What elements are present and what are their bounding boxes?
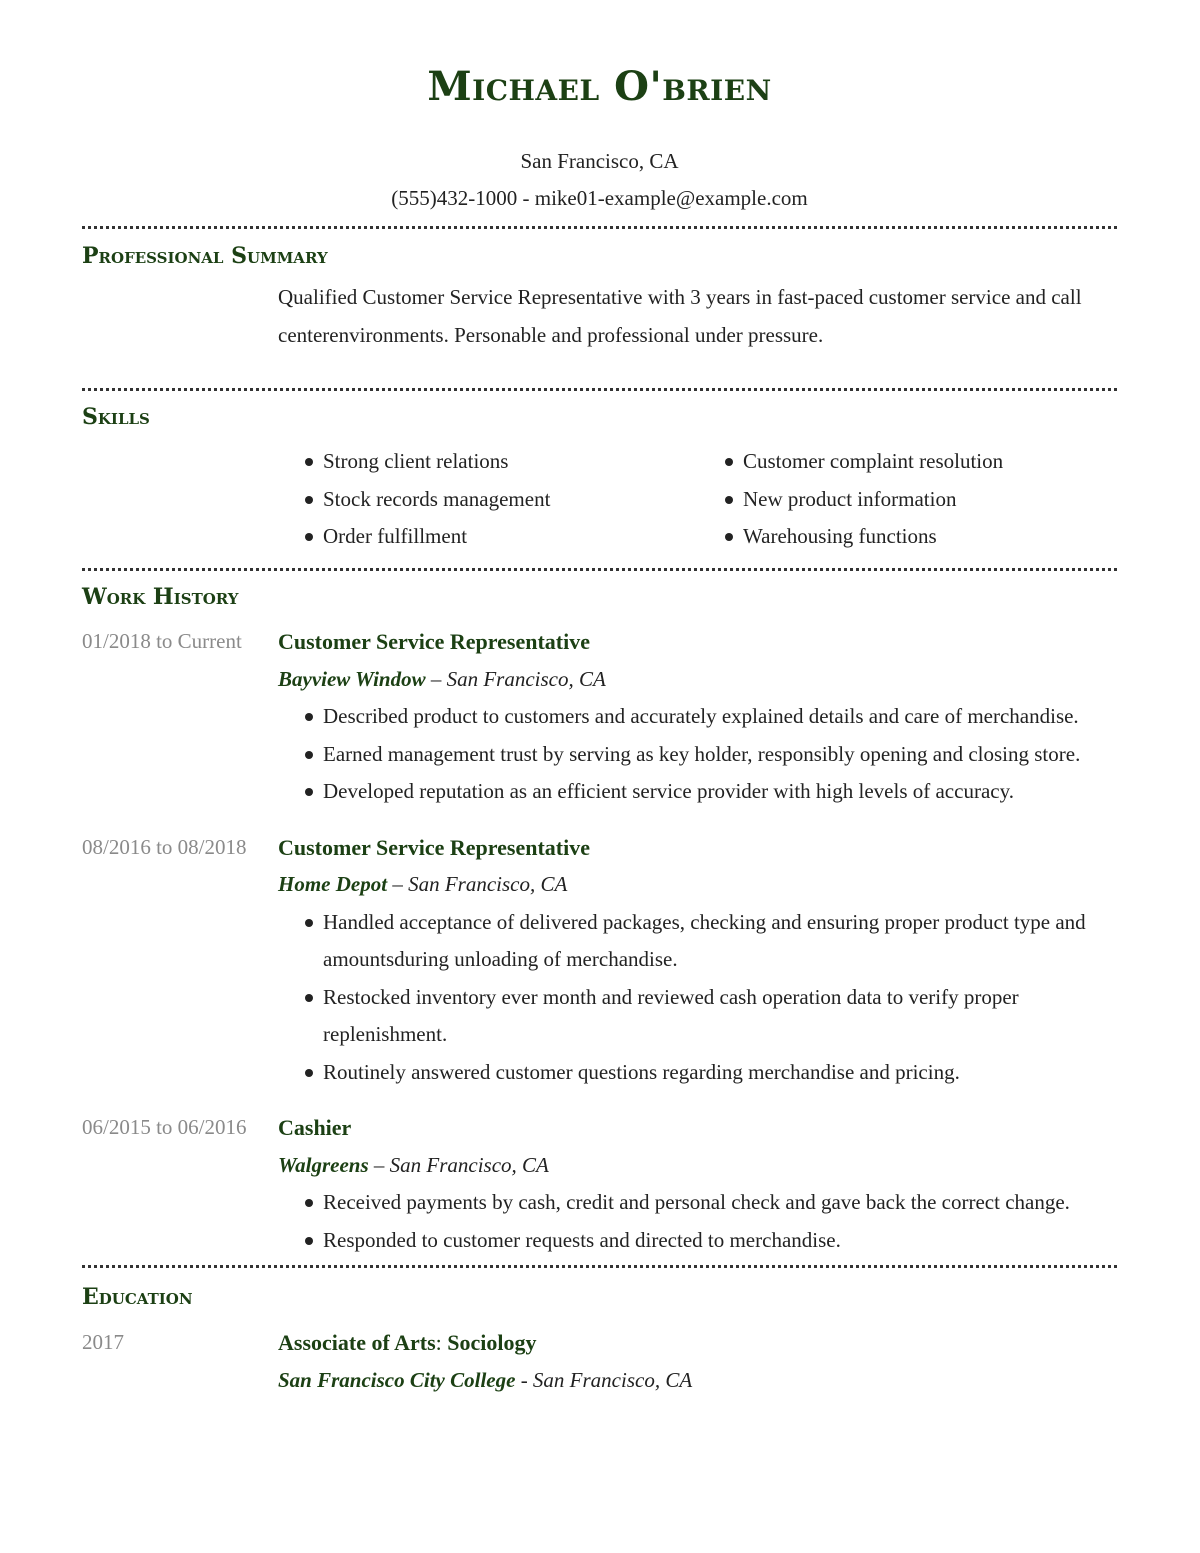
employer-line	[278, 866, 1117, 904]
section-title-summary: Professional Summary	[82, 243, 328, 269]
location-line: San Francisco, CA	[520, 149, 679, 173]
job-dates: 06/2015 to 06/2016	[82, 1115, 247, 1139]
contact-line: (555)432-1000 - mike01-example@example.com	[391, 186, 808, 210]
education-entry	[82, 1324, 1117, 1399]
employer-location: – San Francisco, CA	[425, 666, 606, 691]
job-duty: Described product to customers and accurately explained details and care of merchandise.	[304, 698, 1117, 736]
section-title-skills: Skills	[82, 404, 150, 430]
job-duties	[304, 698, 1117, 811]
skills-column-1	[304, 443, 724, 561]
skills-column-2	[724, 443, 1003, 561]
job-duty: Earned management trust by serving as key holder, responsibly opening and closing store.	[304, 736, 1117, 774]
job-title: Customer Service Representative	[278, 834, 590, 860]
summary-text: Qualified Customer Service Representative with 3 years in fast-paced customer service and call centerenvironments. Personable and professional under pressure.	[278, 285, 1082, 347]
section-title-work-history: Work History	[82, 584, 239, 610]
job-entry	[82, 1109, 1117, 1259]
skill-item: Order fulfillment	[304, 518, 724, 556]
field-of-study: Sociology	[447, 1330, 537, 1355]
skill-item: New product information	[724, 481, 1003, 519]
job-duty: Handled acceptance of delivered packages, checking and ensuring proper product type and amountsduring unloading of merchandise.	[304, 904, 1117, 979]
job-duty: Received payments by cash, credit and personal check and gave back the correct change.	[304, 1184, 1117, 1222]
education-year: 2017	[82, 1330, 124, 1354]
resume-name: Michael O'brien	[427, 63, 772, 110]
job-duty: Developed reputation as an efficient service provider with high levels of accuracy.	[304, 773, 1117, 811]
skill-item: Stock records management	[304, 481, 724, 519]
education-details	[278, 1324, 1117, 1399]
degree-line	[278, 1324, 1117, 1362]
job-title: Cashier	[278, 1115, 352, 1140]
job-entry	[82, 623, 1117, 811]
job-duty: Responded to customer requests and directed to merchandise.	[304, 1222, 1117, 1260]
skill-item: Customer complaint resolution	[724, 443, 1003, 481]
degree-separator: :	[435, 1330, 448, 1355]
job-details	[278, 1109, 1117, 1259]
section-title-education: Education	[82, 1284, 193, 1310]
job-title: Customer Service Representative	[278, 629, 590, 654]
employer-name: Walgreens	[278, 1152, 369, 1177]
employer-name: Bayview Window	[278, 666, 426, 691]
resume-page	[82, 0, 1117, 1399]
employer-name: Home Depot	[278, 872, 388, 896]
degree: Associate of Arts	[278, 1330, 436, 1355]
section-divider	[82, 1265, 1117, 1268]
school-name: San Francisco City College	[278, 1367, 516, 1392]
section-divider	[82, 388, 1117, 391]
employer-location: – San Francisco, CA	[368, 1152, 549, 1177]
skills-list	[304, 443, 1117, 561]
job-dates: 08/2016 to 08/2018	[82, 834, 247, 859]
school-line	[278, 1362, 1117, 1400]
job-duties	[304, 1184, 1117, 1259]
job-duties	[304, 904, 1117, 1092]
section-divider	[82, 568, 1117, 571]
section-divider	[82, 226, 1117, 229]
employer-line	[278, 1147, 1117, 1185]
job-duty: Routinely answered customer questions regarding merchandise and pricing.	[304, 1054, 1117, 1092]
employer-line	[278, 661, 1117, 699]
skill-item: Strong client relations	[304, 443, 724, 481]
job-details	[278, 829, 1117, 1092]
job-details	[278, 623, 1117, 811]
job-dates: 01/2018 to Current	[82, 629, 242, 653]
job-duty: Restocked inventory ever month and reviewed cash operation data to verify proper replenishment.	[304, 979, 1117, 1054]
school-location: - San Francisco, CA	[515, 1367, 693, 1392]
employer-location: – San Francisco, CA	[387, 872, 568, 896]
skill-item: Warehousing functions	[724, 518, 1003, 556]
job-entry	[82, 829, 1117, 1092]
